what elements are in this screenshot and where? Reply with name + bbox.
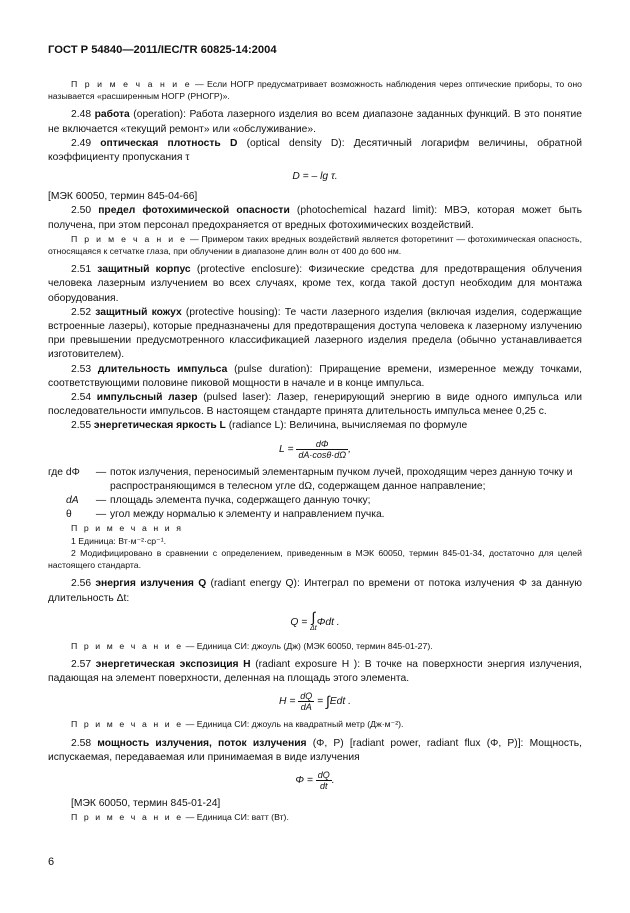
term-2-53 [48, 363, 582, 391]
term-number: 2.55 [71, 420, 94, 432]
notes-2-55-label: П р и м е ч а н и я [71, 523, 184, 534]
note-text: — Примером таких вредных воздействий является фоторетинит — фотохимическая опасность, относящаяся к сетчатке глаза, при облучении в диапазоне длин волн от 400 до 600 нм. [48, 233, 582, 257]
term-text: (optical density D): Десятичный логарифм величины, обратной коэффициенту пропускания τ [48, 137, 582, 164]
note-label: П р и м е ч а н и е [71, 812, 184, 823]
term-number: 2.49 [71, 137, 101, 149]
term-2-52 [48, 306, 582, 363]
formula-mid: = [314, 696, 326, 708]
term-number: 2.58 [71, 737, 98, 749]
reference-2-58: [МЭК 60050, термин 845-01-24] [71, 797, 221, 809]
note-label: П р и м е ч а н и е [71, 233, 188, 244]
term-text: (photochemical hazard limit): МВЭ, которая может быть получена, при этом персонал предохраняется от вредных фотохимических воздействий. [48, 205, 583, 231]
note-text: — Если НОГР предусматривает возможность наблюдения через оптические приборы, то оно называется «расширенным НОГР (РНОГР)». [48, 79, 582, 102]
document-page [48, 44, 582, 823]
note-2-56 [48, 640, 582, 652]
formula-optical-density: D = – lg τ. [292, 171, 338, 183]
definition-symbol: где dΦ [48, 466, 80, 478]
term-name: защитный кожух [95, 306, 182, 318]
term-name: мощность излучения, поток излучения [97, 737, 307, 749]
formula-end: , [348, 443, 351, 455]
term-name: предел фотохимической опасности [98, 205, 290, 217]
note-label: П р и м е ч а н и е [71, 79, 192, 89]
term-2-54 [48, 391, 582, 419]
note-text: — Единица СИ: ватт (Вт). [183, 812, 289, 823]
term-name: энергетическая яркость L [93, 420, 226, 432]
definition-text: поток излучения, переносимый элементарным пучком лучей, проходящим через данную точку и распространяющимся в телесном угле dΩ, содержащем данное направление; [110, 466, 573, 492]
definition-dash: — [95, 495, 107, 507]
term-text: (radiant exposure H ): В точке на поверхности энергия излучения, падающая на элемент поверхности, деленная на площадь этого элемента. [48, 658, 583, 685]
note-top [48, 78, 582, 102]
note-2-50 [48, 233, 582, 257]
formula-radiant-exposure [48, 691, 582, 712]
term-text: (pulse duration): Приращение времени, измеренное между точками, соответствующими половине пиковой мощности в начале и в конце импульса. [48, 363, 583, 389]
formula-rhs: Edt . [329, 696, 351, 708]
term-name: длительность импульса [97, 363, 228, 375]
note-2-57 [48, 718, 582, 730]
term-text: (radiance L): Величина, вычисляемая по формуле [225, 420, 468, 432]
term-name: энергетическая экспозиция H [95, 658, 251, 670]
definition-row [48, 494, 582, 508]
term-number: 2.50 [71, 205, 99, 217]
term-text: (pulsed laser): Лазер, генерирующий энергию в виде одного импульса или последовательности импульсов. В настоящем стандарте принята длительность импульса менее 0,25 с. [48, 392, 582, 418]
formula-lhs: Q = [290, 616, 311, 628]
term-number: 2.56 [71, 578, 96, 590]
notes-2-55-item-2: 2 Модифицировано в сравнении с определением, приведенным в МЭК 60050, термин 845-01-34, достаточно для целей настоящего стандарта. [48, 547, 582, 571]
term-number: 2.48 [71, 109, 95, 121]
formula-fraction: $\frac{dQ}{dt}$ [317, 769, 330, 791]
term-text: (protective enclosure): Физические средства для предотвращения облучения человека лазерным излучением во всех случаях, кроме тех, когда такой доступ необходим для монтажа оборудования. [48, 264, 582, 304]
term-text: (radiant energy Q): Интеграл по времени от потока излучения Φ за данную длительность Δt: [48, 578, 582, 604]
term-2-57 [48, 658, 582, 686]
definition-symbol: θ [66, 509, 72, 521]
formula-radiant-power [48, 770, 582, 791]
term-name: защитный корпус [97, 264, 191, 276]
term-2-50 [48, 204, 582, 232]
formula-radiant-energy [48, 608, 582, 634]
term-2-56 [48, 577, 582, 605]
term-number: 2.53 [71, 363, 98, 375]
formula-end: . [331, 775, 335, 787]
document-header: ГОСТ Р 54840—2011/IEC/TR 60825-14:2004 [48, 44, 277, 56]
term-text: (protective housing): Те части лазерного изделия (включая изделия, содержащие встроенные лазеры), которые предназначены для предотвращения доступа человека к лазерному излучению при превышении предусмотренного классификацией лазерного изделия предела (обычно устанавливается изготовителем). [48, 306, 582, 361]
definition-dash: — [95, 509, 107, 521]
term-name: работа [94, 109, 130, 121]
term-number: 2.57 [71, 658, 96, 670]
page-number: 6 [48, 856, 55, 868]
notes-2-55-item-1: 1 Единица: Вт·м⁻²·ср⁻¹. [71, 535, 167, 546]
term-text: (operation): Работа лазерного изделия во всем диапазоне заданных функций. В это понятие не включается «текущий ремонт» или «обслуживание». [48, 109, 582, 135]
definitions-table [48, 466, 582, 523]
term-2-48 [48, 108, 582, 136]
note-2-58 [48, 811, 582, 823]
term-number: 2.52 [71, 306, 96, 318]
term-text: (Φ, P) [radiant power, radiant flux (Φ, P)]: Мощность, испускаемая, передаваемая или принимаемая в виде излучения [48, 737, 582, 763]
note-text: — Единица СИ: джоуль (Дж) (МЭК 60050, термин 845-01-27). [183, 640, 433, 651]
fraction-numerator: dΦ [296, 439, 348, 450]
formula-lhs: L = [279, 443, 297, 455]
definition-text: площадь элемента пучка, содержащего данную точку; [110, 495, 371, 507]
term-number: 2.54 [71, 392, 97, 404]
term-name: оптическая плотность D [100, 137, 238, 149]
term-number: 2.51 [71, 264, 98, 276]
formula-lhs: Φ = [295, 775, 316, 787]
formula-fraction: $\frac{dQ}{dA}$ [300, 691, 313, 713]
reference-2-49: [МЭК 60050, термин 845-04-66] [48, 191, 198, 203]
definition-symbol: dA [66, 495, 79, 507]
note-text: — Единица СИ: джоуль на квадратный метр (Дж·м⁻²). [183, 719, 404, 730]
formula-rhs: Φdt . [316, 616, 340, 628]
term-2-49 [48, 137, 582, 165]
integral-sign: ∫ [325, 693, 330, 710]
term-2-51 [48, 263, 582, 306]
term-name: импульсный лазер [96, 392, 198, 404]
formula-radiance [48, 439, 582, 460]
note-label: П р и м е ч а н и е [71, 719, 184, 730]
term-2-58 [48, 737, 582, 765]
fraction-denominator: dA·cosθ·dΩ [298, 449, 347, 460]
note-label: П р и м е ч а н и е [71, 640, 184, 651]
definition-text: угол между нормалью к элементу и направлением пучка. [110, 509, 385, 521]
term-name: энергия излучения Q [95, 578, 207, 590]
definition-row [48, 508, 582, 522]
formula-fraction [296, 439, 348, 460]
integral-sign: ∫ Δt [310, 608, 317, 632]
formula-lhs: H = [279, 696, 299, 708]
definition-row [48, 466, 582, 494]
definition-dash: — [95, 466, 107, 478]
term-2-55 [48, 419, 582, 433]
